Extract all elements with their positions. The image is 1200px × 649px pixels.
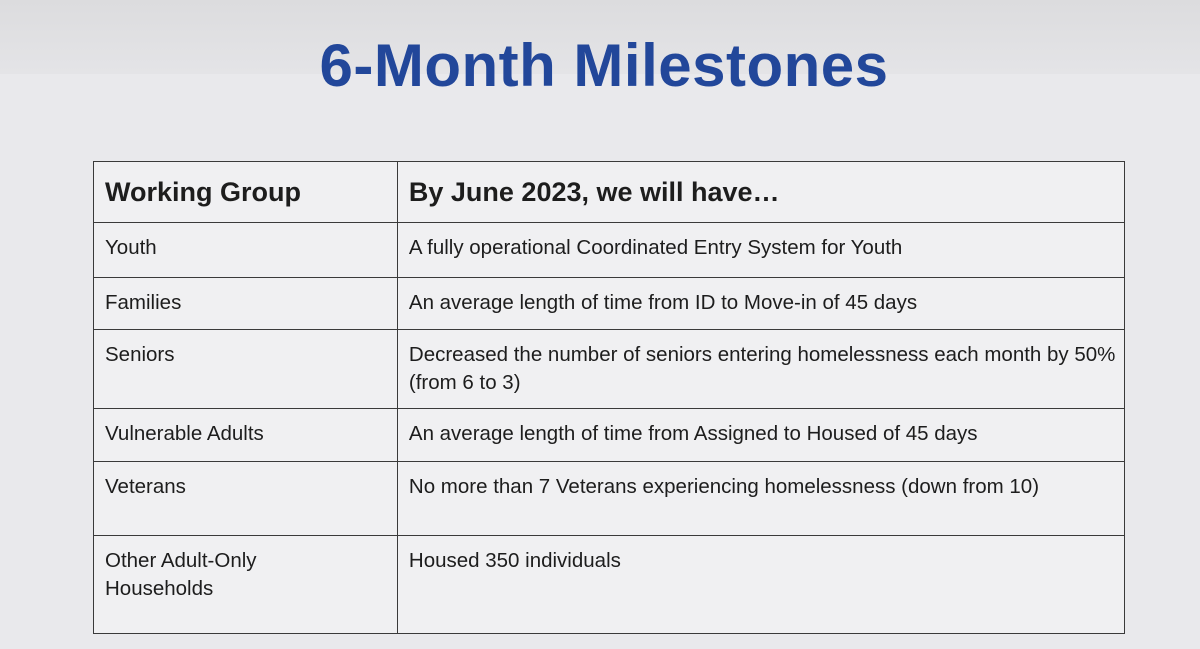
cell-goal: Housed 350 individuals	[397, 536, 1124, 634]
slide-title: 6-Month Milestones	[319, 32, 889, 99]
table-row	[94, 536, 1125, 634]
header-by-june-2023: By June 2023, we will have…	[397, 162, 1124, 223]
cell-group: Youth	[94, 223, 398, 278]
table-row	[94, 330, 1125, 409]
cell-goal: A fully operational Coordinated Entry System for Youth	[397, 223, 1124, 278]
table-row	[94, 223, 1125, 278]
cell-goal: Decreased the number of seniors entering homelessness each month by 50% (from 6 to 3)	[397, 330, 1124, 409]
cell-goal: No more than 7 Veterans experiencing homelessness (down from 10)	[397, 462, 1124, 536]
header-working-group: Working Group	[94, 162, 398, 223]
cell-goal: An average length of time from ID to Move-in of 45 days	[397, 278, 1124, 330]
milestones-table	[93, 161, 1125, 634]
cell-group: Seniors	[94, 330, 398, 409]
cell-group: Veterans	[94, 462, 398, 536]
table-row	[94, 462, 1125, 536]
table-header-row	[94, 162, 1125, 223]
table-row	[94, 278, 1125, 330]
cell-goal: An average length of time from Assigned to Housed of 45 days	[397, 409, 1124, 462]
cell-group: Families	[94, 278, 398, 330]
cell-group: Other Adult-Only Households	[94, 536, 398, 634]
table-row	[94, 409, 1125, 462]
cell-group: Vulnerable Adults	[94, 409, 398, 462]
